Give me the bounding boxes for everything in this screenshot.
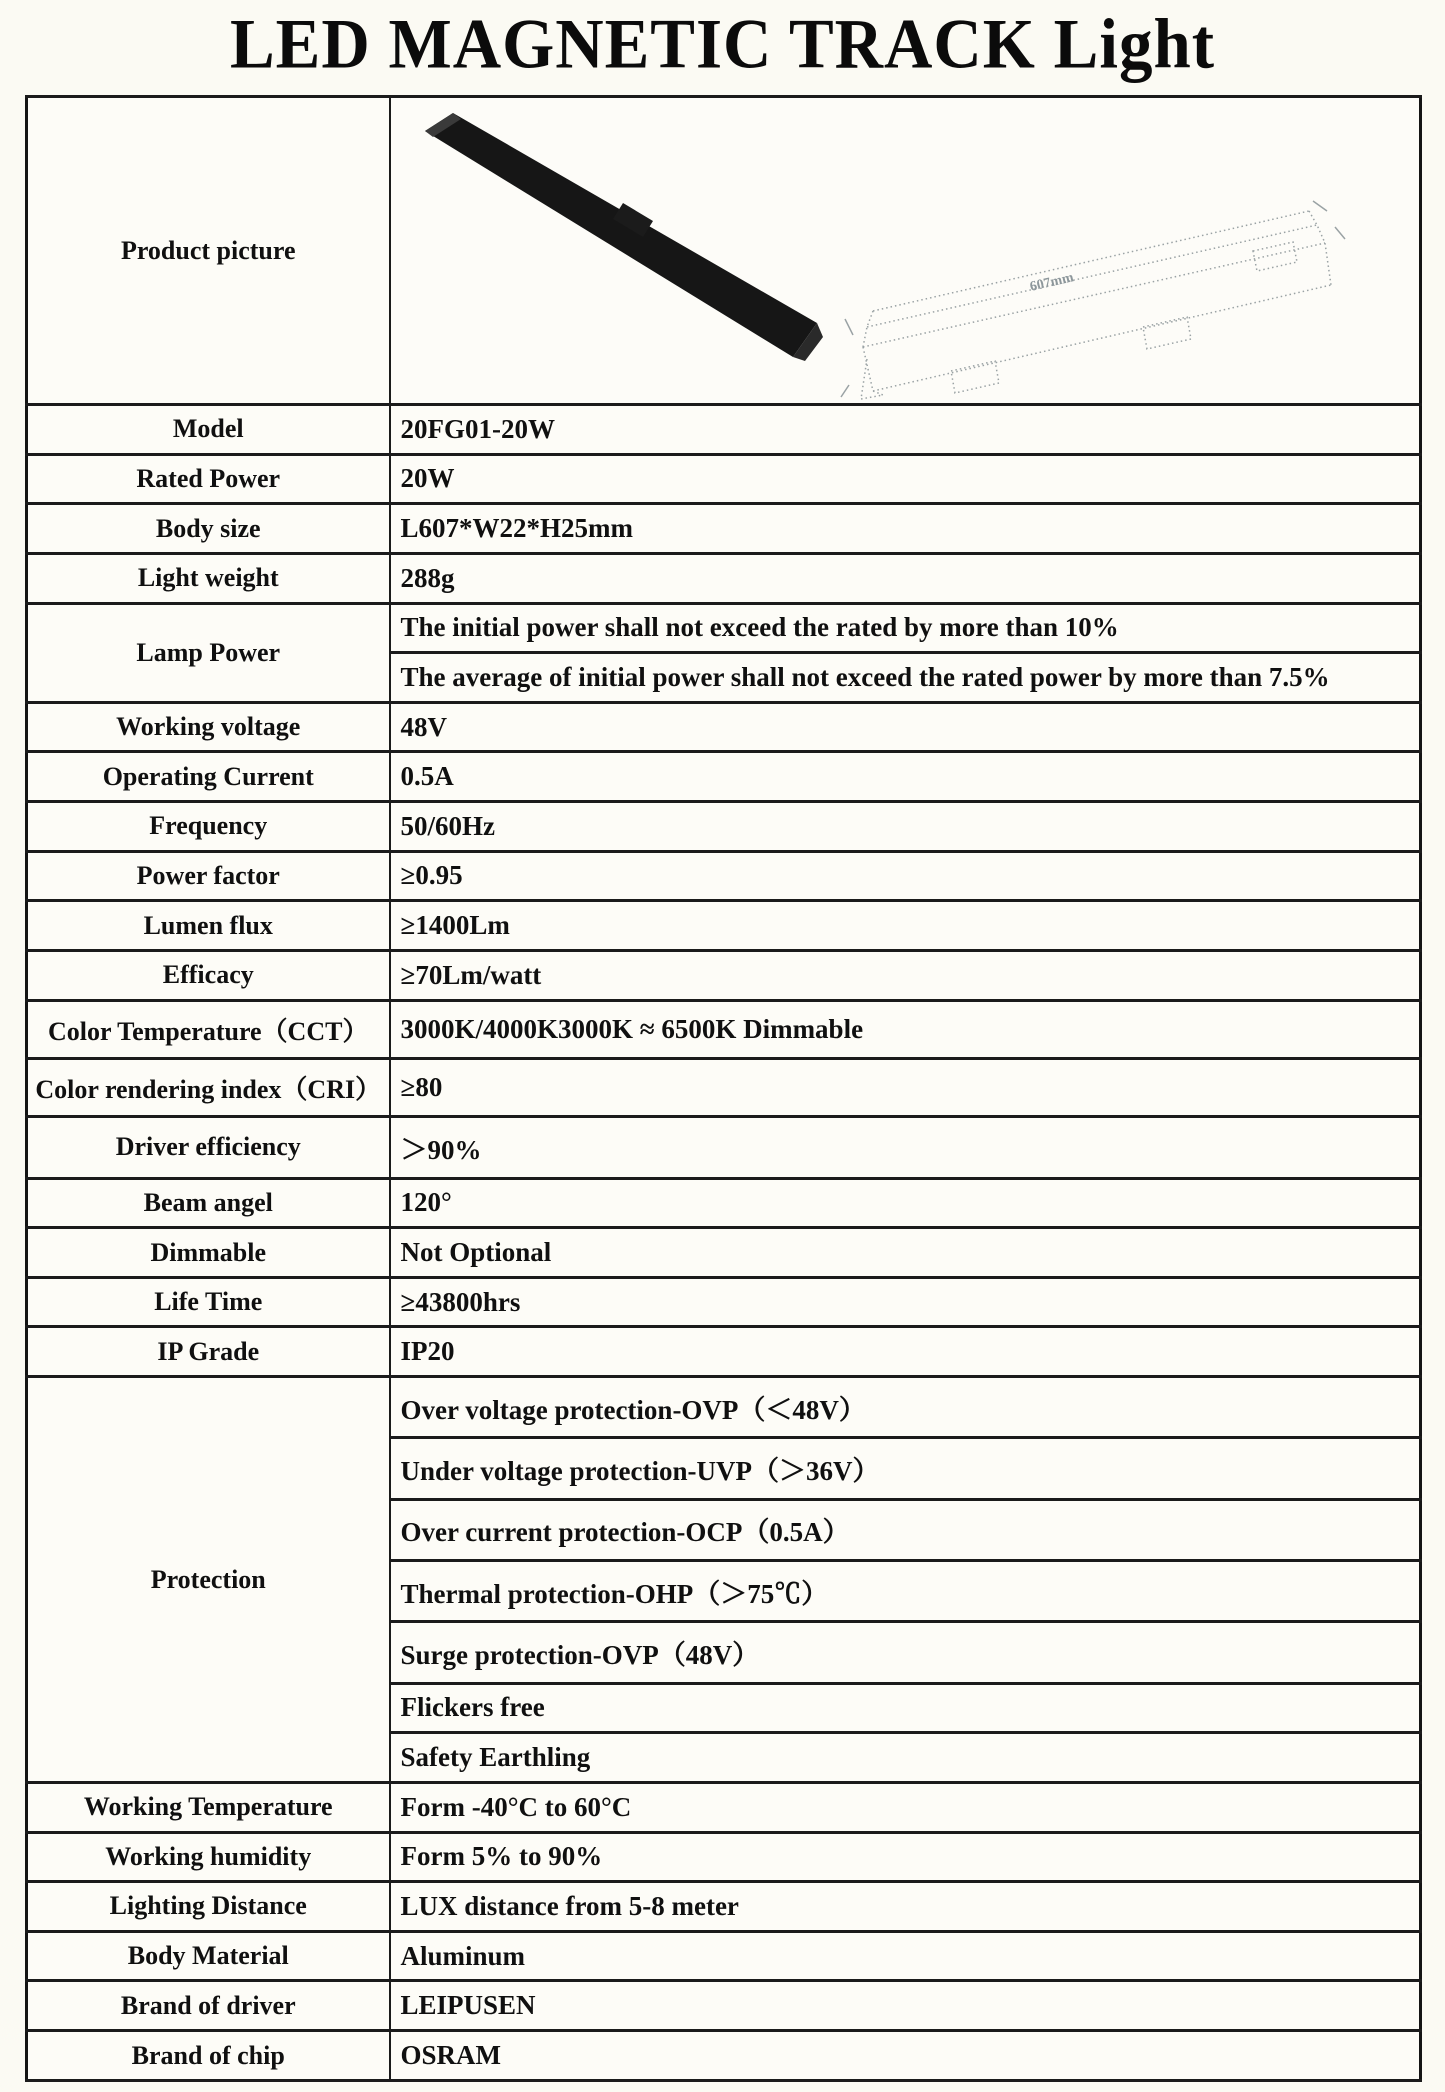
spec-value-ip-grade: IP20	[390, 1327, 1421, 1377]
row-working-humidity	[27, 1832, 1421, 1882]
spec-value-protection-4: Thermal protection-OHP（＞75℃）	[390, 1561, 1421, 1622]
row-lamp-power-1	[27, 603, 1421, 653]
spec-label-life-time: Life Time	[27, 1277, 390, 1327]
row-brand-of-chip	[27, 2031, 1421, 2081]
spec-label-frequency: Frequency	[27, 802, 390, 852]
spec-value-rated-power: 20W	[390, 454, 1421, 504]
spec-value-model: 20FG01-20W	[390, 405, 1421, 455]
spec-value-protection-3: Over current protection-OCP（0.5A）	[390, 1499, 1421, 1560]
spec-value-power-factor: ≥0.95	[390, 851, 1421, 901]
spec-label-cct: Color Temperature（CCT）	[27, 1000, 390, 1058]
spec-label-light-weight: Light weight	[27, 553, 390, 603]
spec-value-cri: ≥80	[390, 1058, 1421, 1116]
row-power-factor	[27, 851, 1421, 901]
row-rated-power	[27, 454, 1421, 504]
spec-value-driver-efficiency: ＞90%	[390, 1117, 1421, 1178]
row-frequency	[27, 802, 1421, 852]
drawing-dimension-label: 607mm	[1028, 269, 1075, 295]
spec-value-beam-angle: 120°	[390, 1178, 1421, 1228]
spec-label-power-factor: Power factor	[27, 851, 390, 901]
row-lumen-flux	[27, 901, 1421, 951]
black-track-light-photo	[425, 113, 823, 361]
row-working-temperature	[27, 1782, 1421, 1832]
row-light-weight	[27, 553, 1421, 603]
spec-value-protection-6: Flickers free	[390, 1683, 1421, 1733]
spec-value-lamp-power-2: The average of initial power shall not exceed the rated power by more than 7.5%	[390, 653, 1421, 703]
spec-label-brand-of-driver: Brand of driver	[27, 1981, 390, 2031]
row-cri	[27, 1058, 1421, 1116]
spec-value-protection-5: Surge protection-OVP（48V）	[390, 1622, 1421, 1683]
spec-value-protection-2: Under voltage protection-UVP（＞36V）	[390, 1438, 1421, 1499]
product-images	[391, 99, 1418, 403]
spec-value-light-weight: 288g	[390, 553, 1421, 603]
spec-label-body-size: Body size	[27, 504, 390, 554]
spec-table	[25, 95, 1422, 2082]
row-product-picture	[27, 97, 1421, 405]
row-body-material	[27, 1931, 1421, 1981]
spec-label-working-humidity: Working humidity	[27, 1832, 390, 1882]
spec-label-lighting-distance: Lighting Distance	[27, 1882, 390, 1932]
spec-value-working-voltage: 48V	[390, 702, 1421, 752]
row-working-voltage	[27, 702, 1421, 752]
spec-label-operating-current: Operating Current	[27, 752, 390, 802]
row-body-size	[27, 504, 1421, 554]
spec-label-rated-power: Rated Power	[27, 454, 390, 504]
spec-label-protection: Protection	[27, 1377, 390, 1783]
spec-value-body-size: L607*W22*H25mm	[390, 504, 1421, 554]
row-cct	[27, 1000, 1421, 1058]
spec-value-life-time: ≥43800hrs	[390, 1277, 1421, 1327]
spec-value-protection-1: Over voltage protection-OVP（＜48V）	[390, 1377, 1421, 1438]
spec-value-cct: 3000K/4000K3000K ≈ 6500K Dimmable	[390, 1000, 1421, 1058]
spec-value-brand-of-driver: LEIPUSEN	[390, 1981, 1421, 2031]
row-brand-of-driver	[27, 1981, 1421, 2031]
spec-label-lamp-power: Lamp Power	[27, 603, 390, 702]
row-efficacy	[27, 950, 1421, 1000]
spec-value-dimmable: Not Optional	[390, 1228, 1421, 1278]
spec-label-beam-angle: Beam angel	[27, 1178, 390, 1228]
spec-value-brand-of-chip: OSRAM	[390, 2031, 1421, 2081]
track-light-line-drawing	[841, 201, 1345, 399]
row-lighting-distance	[27, 1882, 1421, 1932]
spec-label-driver-efficiency: Driver efficiency	[27, 1117, 390, 1178]
spec-label-working-temperature: Working Temperature	[27, 1782, 390, 1832]
spec-value-lumen-flux: ≥1400Lm	[390, 901, 1421, 951]
row-model	[27, 405, 1421, 455]
spec-value-frequency: 50/60Hz	[390, 802, 1421, 852]
spec-value-working-temperature: Form -40°C to 60°C	[390, 1782, 1421, 1832]
spec-label-cri: Color rendering index（CRI）	[27, 1058, 390, 1116]
spec-value-lamp-power-1: The initial power shall not exceed the rated by more than 10%	[390, 603, 1421, 653]
page-title: LED MAGNETIC TRACK Light	[229, 5, 1216, 84]
row-dimmable	[27, 1228, 1421, 1278]
product-picture-cell	[390, 97, 1421, 405]
row-life-time	[27, 1277, 1421, 1327]
spec-label-brand-of-chip: Brand of chip	[27, 2031, 390, 2081]
row-beam-angle	[27, 1178, 1421, 1228]
spec-value-working-humidity: Form 5% to 90%	[390, 1832, 1421, 1882]
row-protection-1	[27, 1377, 1421, 1438]
product-picture-label: Product picture	[27, 97, 390, 405]
spec-value-body-material: Aluminum	[390, 1931, 1421, 1981]
row-driver-efficiency	[27, 1117, 1421, 1178]
row-ip-grade	[27, 1327, 1421, 1377]
spec-label-dimmable: Dimmable	[27, 1228, 390, 1278]
spec-value-protection-7: Safety Earthling	[390, 1733, 1421, 1783]
spec-label-working-voltage: Working voltage	[27, 702, 390, 752]
spec-label-ip-grade: IP Grade	[27, 1327, 390, 1377]
spec-label-body-material: Body Material	[27, 1931, 390, 1981]
spec-value-lighting-distance: LUX distance from 5-8 meter	[390, 1882, 1421, 1932]
spec-value-efficacy: ≥70Lm/watt	[390, 950, 1421, 1000]
spec-value-operating-current: 0.5A	[390, 752, 1421, 802]
spec-label-lumen-flux: Lumen flux	[27, 901, 390, 951]
spec-label-efficacy: Efficacy	[27, 950, 390, 1000]
spec-label-model: Model	[27, 405, 390, 455]
row-operating-current	[27, 752, 1421, 802]
